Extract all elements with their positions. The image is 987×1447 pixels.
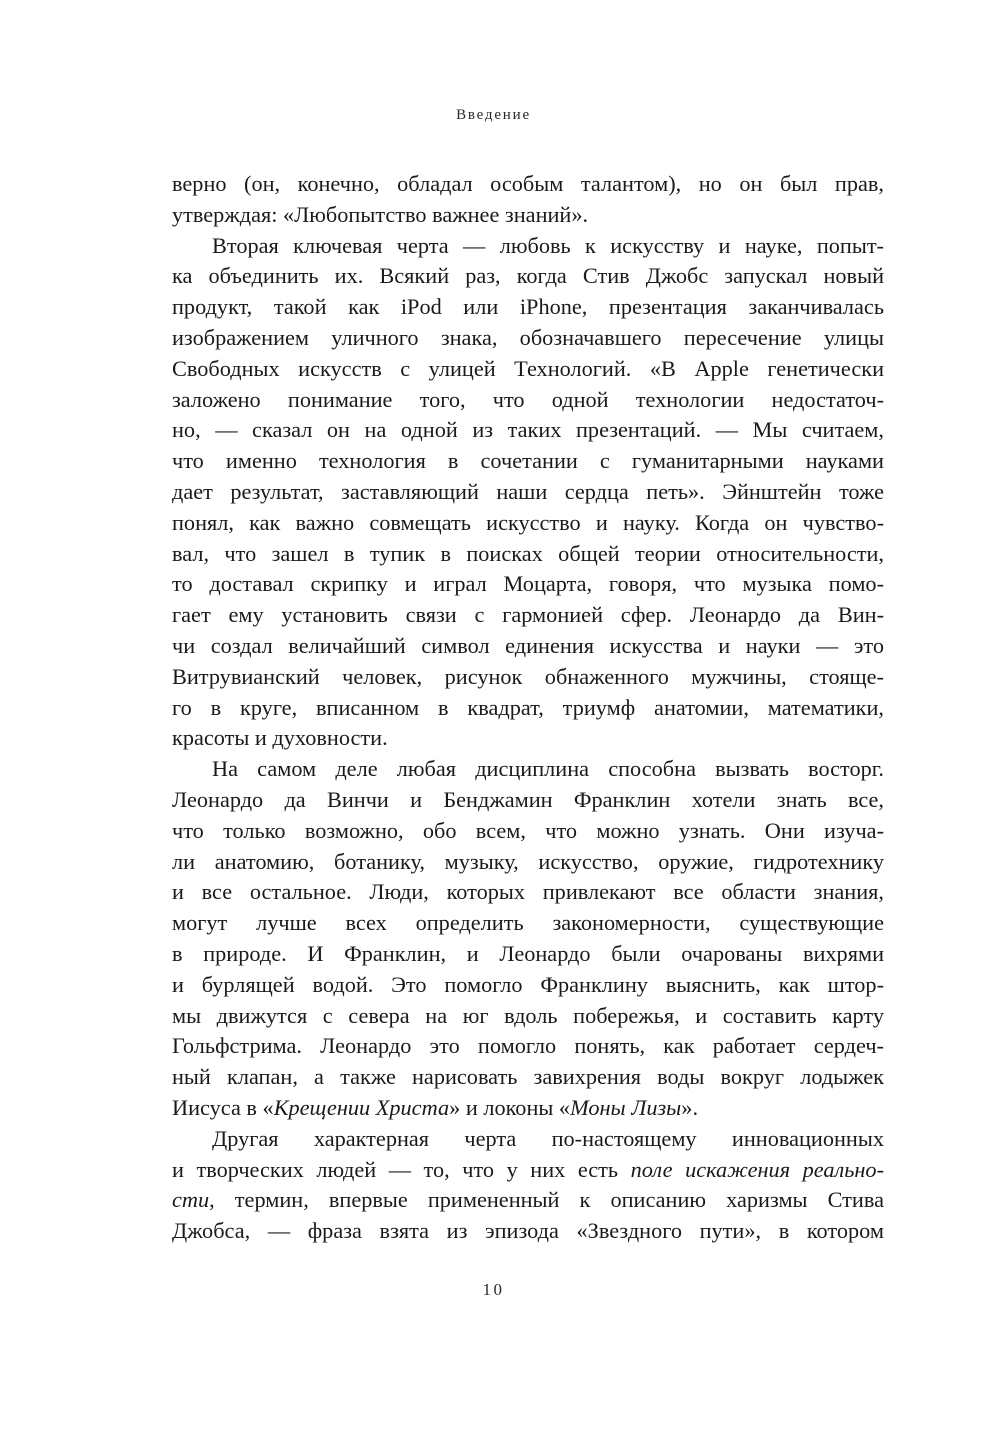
text-line: что только возможно, обо всем, что можно узнать. Они изуча- bbox=[172, 817, 884, 843]
text-line: продукт, такой как iPod или iPhone, презентация заканчивалась bbox=[172, 294, 884, 320]
emphasis-term: сти bbox=[172, 1187, 210, 1213]
text-line: но, — сказал он на одной из таких презентаций. — Мы считаем, bbox=[172, 417, 884, 443]
text-line: дает результат, заставляющий наши сердца петь». Эйнштейн тоже bbox=[172, 478, 884, 504]
text-line: мы движутся с севера на юг вдоль побережья, и составить карту bbox=[172, 1002, 884, 1028]
text-line: Витрувианский человек, рисунок обнаженного мужчины, стояще- bbox=[172, 663, 884, 689]
artwork-title: Крещении Христа bbox=[273, 1094, 450, 1120]
text-run: Иисуса в « bbox=[172, 1094, 274, 1120]
text-line: верно (он, конечно, обладал особым талантом), но он был прав, bbox=[172, 171, 884, 196]
text-line: что именно технология в сочетании с гуманитарными науками bbox=[172, 448, 884, 474]
text-line: заложено понимание того, что одной технологии недостаточ- bbox=[172, 386, 884, 412]
text-line: Гольфстрима. Леонардо это помогло понять, как работает сердеч- bbox=[172, 1033, 884, 1059]
text-line bbox=[172, 1093, 884, 1124]
text-line: Вторая ключевая черта — любовь к искусству и науке, попыт- bbox=[212, 232, 884, 258]
text-line: и все остальное. Люди, которых привлекают все области знания, bbox=[172, 879, 884, 905]
paragraph-4 bbox=[172, 1124, 884, 1247]
text-line bbox=[172, 1185, 884, 1216]
text-line: ли анатомию, ботанику, музыку, искусство, оружие, гидротехнику bbox=[172, 848, 884, 874]
running-head: Введение bbox=[456, 107, 531, 123]
text-line bbox=[172, 1155, 884, 1186]
text-run: и творческих людей — то, что у них есть bbox=[172, 1156, 631, 1182]
text-line: то доставал скрипку и играл Моцарта, говоря, что музыка помо- bbox=[172, 571, 884, 597]
text-run: ». bbox=[681, 1094, 699, 1120]
text-line: Джобса, — фраза взята из эпизода «Звездного пути», в котором bbox=[172, 1218, 884, 1244]
text-line: утверждая: «Любопытство важнее знаний». bbox=[172, 201, 589, 227]
paragraph-1 bbox=[172, 169, 884, 231]
emphasis-term: поле искажения реально- bbox=[630, 1156, 885, 1182]
text-line: ный клапан, а также нарисовать завихрения воды вокруг лодыжек bbox=[172, 1064, 884, 1090]
artwork-title: Моны Лизы bbox=[570, 1094, 682, 1120]
page-number: 10 bbox=[482, 1280, 505, 1299]
text-line: чи создал величайший символ единения искусства и науки — это bbox=[172, 632, 884, 658]
text-run: » и локоны « bbox=[449, 1094, 571, 1120]
paragraph-2 bbox=[172, 231, 884, 755]
body-text bbox=[172, 169, 884, 1247]
text-line: Другая характерная черта по-настоящему инновационных bbox=[212, 1125, 884, 1151]
text-line: понял, как важно совмещать искусство и науку. Когда он чувство- bbox=[172, 509, 884, 535]
text-line: го в круге, вписанном в квадрат, триумф анатомии, математики, bbox=[172, 694, 884, 720]
text-line: ка объединить их. Всякий раз, когда Стив Джобс запускал новый bbox=[172, 263, 884, 289]
text-line: вал, что зашел в тупик в поисках общей теории относительности, bbox=[172, 540, 884, 566]
text-line: и бурлящей водой. Это помогло Франклину выяснить, как штор- bbox=[172, 971, 884, 997]
text-line: гает ему установить связи с гармонией сфер. Леонардо да Вин- bbox=[172, 602, 884, 628]
text-line: могут лучше всех определить закономерности, существующие bbox=[172, 910, 884, 936]
text-line: Леонардо да Винчи и Бенджамин Франклин хотели знать все, bbox=[172, 786, 884, 812]
text-line: красоты и духовности. bbox=[172, 725, 388, 751]
text-run: , термин, впервые примененный к описанию харизмы Стива bbox=[209, 1187, 884, 1213]
text-line: На самом деле любая дисциплина способна вызвать восторг. bbox=[212, 756, 884, 782]
text-line: изображением уличного знака, обозначавшего пересечение улицы bbox=[172, 324, 884, 350]
paragraph-3 bbox=[172, 754, 884, 1124]
text-line: в природе. И Франклин, и Леонардо были очарованы вихрями bbox=[172, 940, 884, 966]
text-line: Свободных искусств с улицей Технологий. «В Apple генетически bbox=[172, 355, 884, 381]
